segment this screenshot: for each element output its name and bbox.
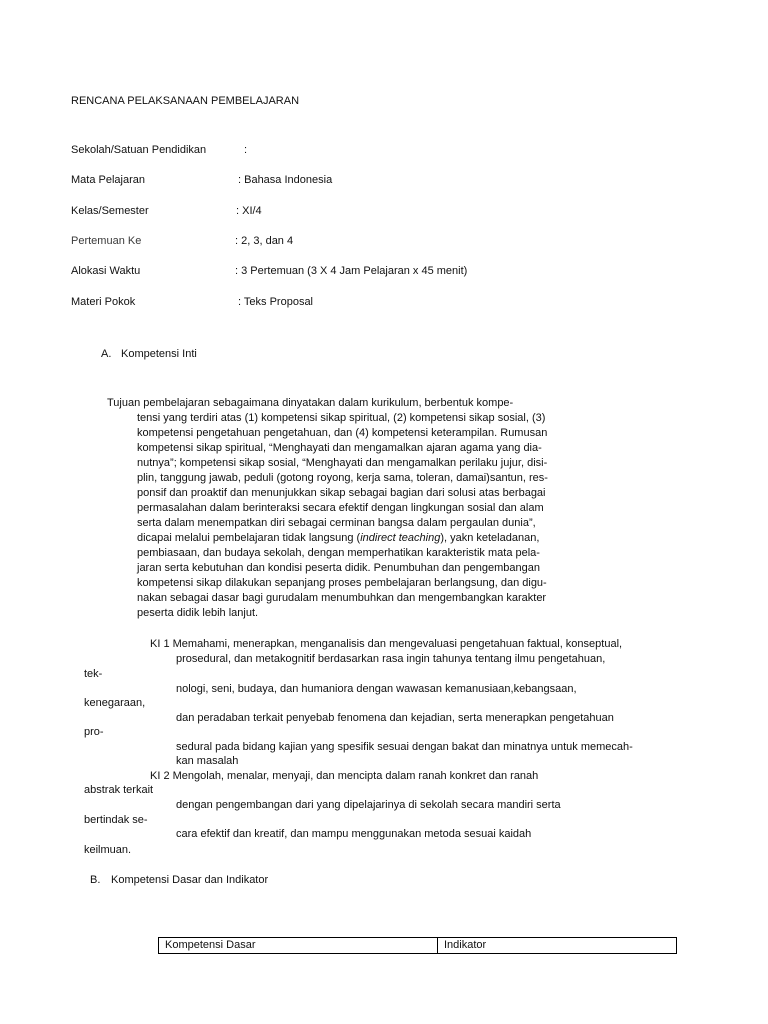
ki-line: prosedural, dan metakognitif berdasarkan rasa ingin tahunya tentang ilmu pengetahuan, (176, 653, 606, 665)
section-a-marker: A. (101, 348, 112, 360)
table-header-row (159, 938, 677, 954)
identity-label-mapel: Mata Pelajaran (71, 174, 145, 186)
identity-value-materi: : Teks Proposal (238, 296, 314, 308)
identity-value-pertemuan: : 2, 3, dan 4 (235, 235, 294, 247)
identity-value-kelas: : XI/4 (236, 205, 262, 217)
identity-value-alokasi: : 3 Pertemuan (3 X 4 Jam Pelajaran x 45 menit) (235, 265, 468, 277)
identity-value-mapel: : Bahasa Indonesia (238, 174, 333, 186)
intro-line: nutnya”; kompetensi sikap sosial, “Menghayati dan mengamalkan perilaku jujur, disi- (137, 457, 548, 469)
intro-line: jaran serta kebutuhan dan kondisi peserta didik. Penumbuhan dan pengembangan (137, 562, 541, 574)
intro-line: ponsif dan proaktif dan menunjukkan sikap sebagai bagian dari solusi atas berbagai (137, 487, 546, 499)
section-b-marker: B. (90, 874, 101, 886)
ki-line: sedural pada bidang kajian yang spesifik sesuai dengan bakat dan minatnya untuk memecah- (176, 741, 633, 753)
intro-line: Tujuan pembelajaran sebagaimana dinyatakan dalam kurikulum, berbentuk kompe- (107, 397, 514, 409)
intro-line: pembiasaan, dan budaya sekolah, dengan memperhatikan karakteristik mata pela- (137, 547, 540, 559)
ki-line: kan masalah (176, 755, 239, 767)
section-b-title: Kompetensi Dasar dan Indikator (111, 874, 269, 886)
ki-line: tek- (84, 668, 103, 680)
ki-line: dengan pengembangan dari yang dipelajarinya di sekolah secara mandiri serta (176, 799, 561, 811)
ki-line: pro- (84, 726, 104, 738)
ki-line: kenegaraan, (84, 697, 146, 709)
identity-label-pertemuan: Pertemuan Ke (71, 235, 142, 247)
document-title: RENCANA PELAKSANAAN PEMBELAJARAN (71, 95, 300, 107)
intro-line: peserta didik lebih lanjut. (137, 607, 259, 619)
ki-line: keilmuan. (84, 844, 132, 856)
ki-line: nologi, seni, budaya, dan humaniora dengan wawasan kemanusiaan,kebangsaan, (176, 683, 577, 695)
intro-line: permasalahan dalam berinteraksi secara efektif dengan lingkungan sosial dan alam (137, 502, 544, 514)
ki-line: KI 1 Memahami, menerapkan, menganalisis dan mengevaluasi pengetahuan faktual, konseptual, (150, 638, 623, 650)
ki-line: KI 2 Mengolah, menalar, menyaji, dan mencipta dalam ranah konkret dan ranah (150, 770, 539, 782)
kompetensi-table (158, 937, 677, 954)
ki-line: bertindak se- (84, 814, 148, 826)
intro-line: kompetensi sikap spiritual, “Menghayati dan mengamalkan ajaran agama yang dia- (137, 442, 542, 454)
identity-value-sekolah: : (244, 144, 248, 156)
identity-label-sekolah: Sekolah/Satuan Pendidikan (71, 144, 207, 156)
ki-line: dan peradaban terkait penyebab fenomena dan kejadian, serta menerapkan pengetahuan (176, 712, 614, 724)
intro-line: kompetensi sikap dilakukan sepanjang proses pembelajaran berlangsung, dan digu- (137, 577, 547, 589)
intro-line: tensi yang terdiri atas (1) kompetensi sikap spiritual, (2) kompetensi sikap sosial, (3) (137, 412, 546, 424)
identity-label-materi: Materi Pokok (71, 296, 136, 308)
intro-line: serta dalam menempatkan diri sebagai cerminan bangsa dalam pergaulan dunia”, (137, 517, 536, 529)
intro-line: kompetensi pengetahuan pengetahuan, dan (4) kompetensi keterampilan. Rumusan (137, 427, 548, 439)
table-header-kompetensi-dasar: Kompetensi Dasar (159, 938, 438, 954)
intro-line: nakan sebagai dasar bagi gurudalam menumbuhkan dan mengembangkan karakter (137, 592, 547, 604)
table-header-indikator: Indikator (438, 938, 677, 954)
intro-line: plin, tanggung jawab, peduli (gotong royong, kerja sama, toleran, damai)santun, res- (137, 472, 548, 484)
ki-line: abstrak terkait (84, 784, 154, 796)
ki-line: cara efektif dan kreatif, dan mampu menggunakan metoda sesuai kaidah (176, 828, 532, 840)
section-a-title: Kompetensi Inti (121, 348, 197, 360)
intro-line: dicapai melalui pembelajaran tidak langsung (indirect teaching), yakn keteladanan, (137, 532, 540, 544)
identity-label-kelas: Kelas/Semester (71, 205, 149, 217)
identity-label-alokasi: Alokasi Waktu (71, 265, 141, 277)
